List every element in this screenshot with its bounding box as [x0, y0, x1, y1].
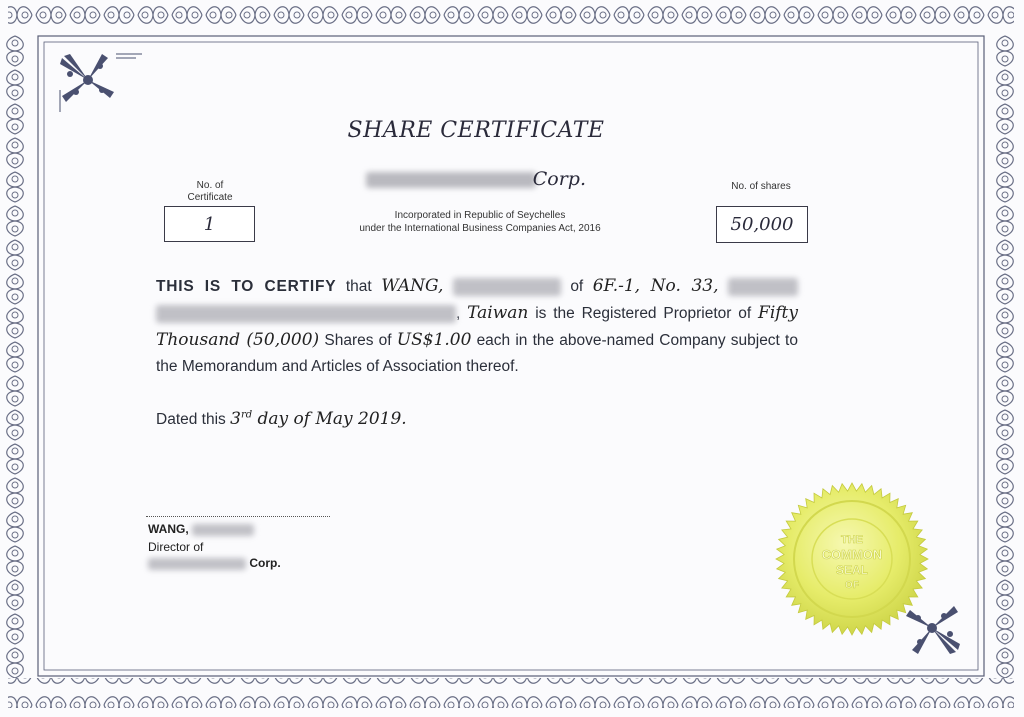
redacted-block — [366, 172, 536, 188]
signature-line — [146, 516, 330, 517]
statement-lead: THIS IS TO CERTIFY — [156, 278, 337, 295]
shares-label: No. of shares — [731, 181, 791, 192]
seal-text-of: OF — [845, 580, 859, 591]
dated-line: Dated this 3rd day of May 2019. — [156, 409, 407, 429]
redacted-address — [728, 278, 798, 296]
redacted-signatory — [192, 524, 254, 536]
signatory-company: Corp. — [148, 556, 281, 570]
incorporation-note — [320, 209, 640, 235]
corner-flourish-icon — [56, 50, 146, 120]
shares-count-box: 50,000 — [716, 206, 808, 243]
signatory-name: WANG, — [148, 522, 254, 536]
country: Taiwan — [467, 303, 529, 323]
redacted-holder-name — [453, 278, 561, 296]
statement-closing: Company subject to the Memorandum and Articles of Association thereof. — [156, 332, 798, 375]
company-suffix: Corp. — [532, 168, 586, 190]
incorporation-line-2: under the International Business Companies Act, 2016 — [359, 223, 601, 234]
certificate-no-box: 1 — [164, 206, 255, 242]
certification-statement: THIS IS TO CERTIFY that WANG, of 6F.-1, No. 33, , Taiwan is the Registered Proprietor of Fifty Thousand (50,000) Shares of US$1.00 each in the above-named Company subject to the Memorandum and Articles of Association thereof. — [156, 276, 798, 375]
holder-name: WANG, — [381, 276, 444, 296]
certificate-no-label: No. of Certificate — [187, 180, 233, 203]
shares-in-words: Fifty Thousand (50,000) — [156, 303, 798, 350]
certificate-title: SHARE CERTIFICATE — [347, 118, 605, 143]
company-name — [366, 168, 626, 192]
seal-text-the: THE — [841, 534, 863, 546]
common-seal-icon — [772, 479, 932, 639]
seal-text-common: COMMON — [821, 547, 883, 562]
par-value: US$1.00 — [396, 330, 472, 350]
seal-text-seal: SEAL — [835, 563, 869, 577]
dated-day: 3rd day of May 2019. — [230, 409, 407, 429]
redacted-company — [148, 558, 246, 570]
signatory-role: Director of — [148, 540, 204, 554]
address: 6F.-1, No. 33, — [592, 276, 719, 296]
redacted-address — [156, 305, 456, 323]
incorporation-line-1: Incorporated in Republic of Seychelles — [394, 210, 566, 221]
